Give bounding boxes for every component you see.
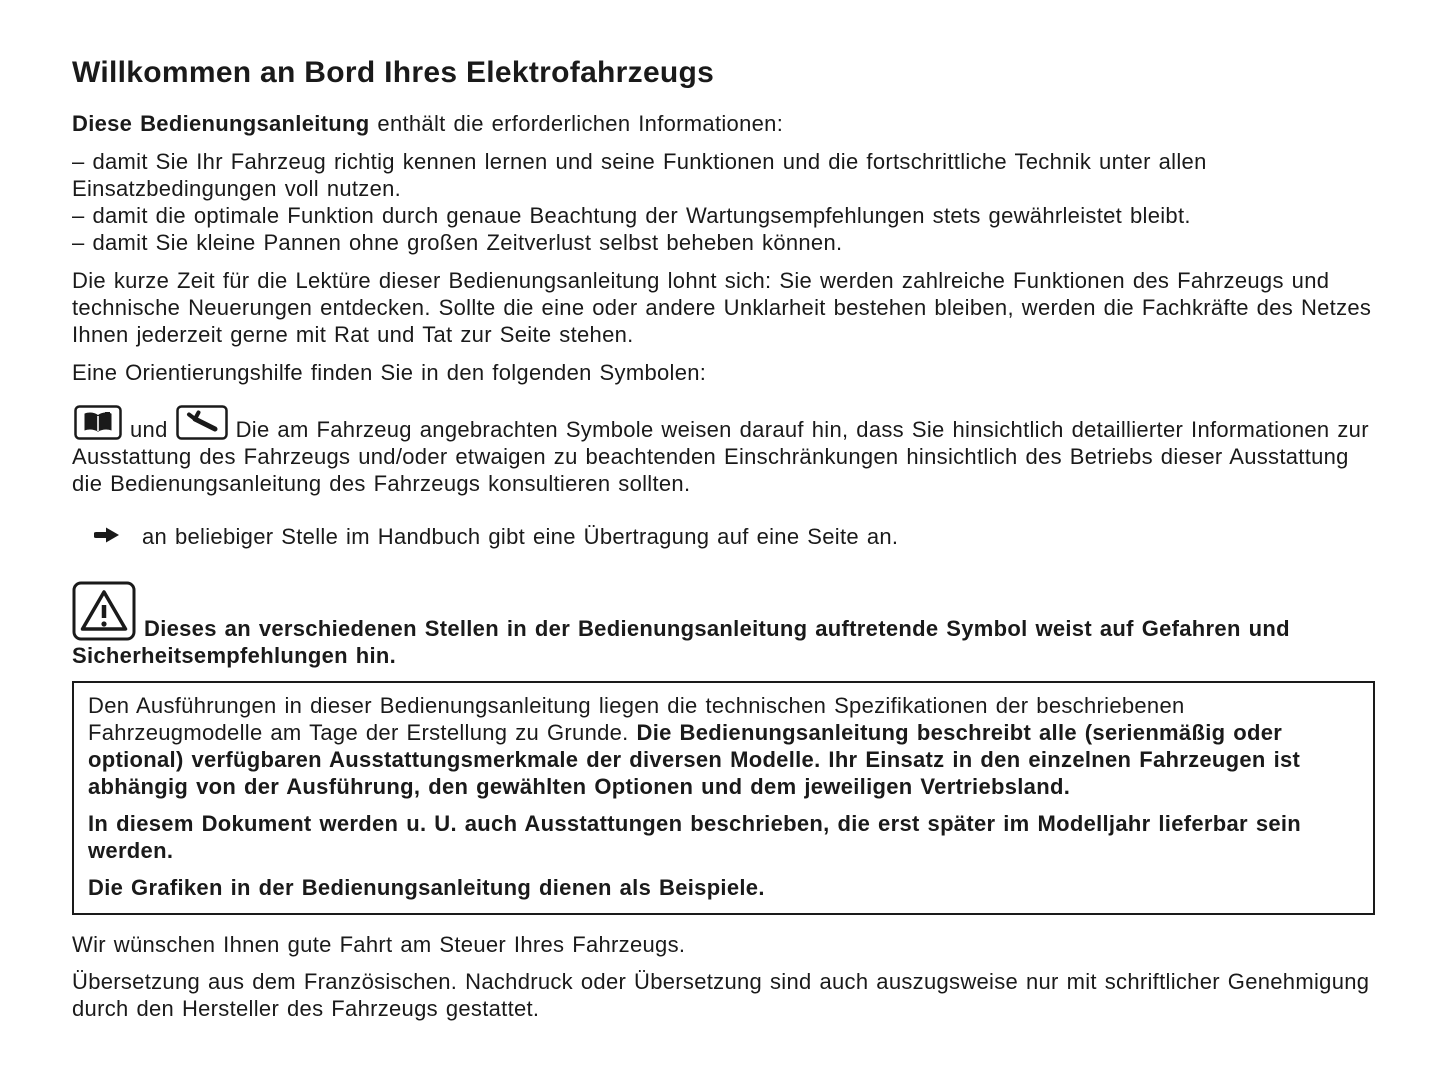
open-book-icon: [74, 405, 122, 446]
closing-paragraph-2: Übersetzung aus dem Französischen. Nachdruck oder Übersetzung sind auch auszugsweise nur mit schriftlicher Genehmigung durch den Hersteller des Fahrzeugs gestattet.: [72, 968, 1370, 1021]
intro-rest: enthält die erforderlichen Informationen:: [369, 111, 784, 136]
notice-box: [72, 681, 1375, 915]
warning-text: Dieses an verschiedenen Stellen in der Bedienungsanleitung auftretende Symbol weist auf Gefahren und Sicherheitsempfehlungen hin.: [72, 615, 1290, 668]
notice-paragraph-3: Die Grafiken in der Bedienungsanleitung dienen als Beispiele.: [88, 874, 765, 900]
intro-bold: Diese Bedienungsanleitung: [72, 111, 370, 136]
warning-paragraph: [72, 576, 1375, 669]
bullet-item: – damit die optimale Funktion durch genaue Beachtung der Wartungsempfehlungen stets gewährleistet bleibt.: [72, 203, 1191, 228]
notice-p1-bold: Die Bedienungsanleitung beschreibt alle (serienmäßig oder optional) verfügbaren Ausstattungsmerkmale der diversen Modelle. Ihr Einsatz in den einzelnen Fahrzeugen ist abhängig von der Ausführung, den gewählten Optionen und dem jeweiligen Vertriebsland.: [88, 719, 1301, 799]
page-reference-arrow-icon: [94, 523, 120, 550]
bullet-item: – damit Sie kleine Pannen ohne großen Zeitverlust selbst beheben können.: [72, 230, 843, 255]
arrow-paragraph: [72, 523, 1375, 552]
warning-triangle-icon: [72, 581, 136, 647]
page-title: Willkommen an Bord Ihres Elektrofahrzeugs: [72, 56, 715, 89]
symbols-conjunction: und: [130, 417, 168, 442]
lecture-paragraph: Die kurze Zeit für die Lektüre dieser Bedienungsanleitung lohnt sich: Sie werden zahlreiche Funktionen des Fahrzeugs und technische Neuerungen entdecken. Sollte die eine oder andere Unklarheit bestehen bleiben, werden die Fachkräfte des Netzes Ihnen jederzeit gerne mit Rat und Tat zur Seite stehen.: [72, 268, 1372, 347]
symbols-text: Die am Fahrzeug angebrachten Symbole weisen darauf hin, dass Sie hinsichtlich detaillierter Informationen zur Ausstattung des Fahrzeugs und/oder etwaigen zu beachtenden Einschränkungen hinsichtlich des Betriebs dieser Ausstattung die Bedienungsanleitung des Fahrzeugs konsultieren sollten.: [72, 417, 1369, 496]
wrench-icon: [176, 405, 228, 446]
orientation-paragraph: Eine Orientierungshilfe finden Sie in den folgenden Symbolen:: [72, 360, 707, 385]
closing-paragraph-1: Wir wünschen Ihnen gute Fahrt am Steuer Ihres Fahrzeugs.: [72, 931, 686, 957]
symbols-paragraph: [72, 402, 1375, 497]
arrow-text: an beliebiger Stelle im Handbuch gibt eine Übertragung auf eine Seite an.: [142, 524, 899, 549]
notice-p1-regular: Den Ausführungen in dieser Bedienungsanleitung liegen die technischen Spezifikationen der beschriebenen Fahrzeugmodelle am Tage der Erstellung zu Grunde.: [88, 692, 1185, 745]
bullet-item: – damit Sie Ihr Fahrzeug richtig kennen lernen und seine Funktionen und die fortschrittliche Technik unter allen Einsatzbedingungen voll nutzen.: [72, 149, 1207, 201]
intro-paragraph: [72, 110, 1375, 137]
notice-paragraph-2: In diesem Dokument werden u. U. auch Ausstattungen beschrieben, die erst später im Modelljahr lieferbar sein werden.: [88, 810, 1302, 863]
notice-paragraph-1: [88, 692, 1359, 800]
bullet-list: [72, 148, 1375, 256]
